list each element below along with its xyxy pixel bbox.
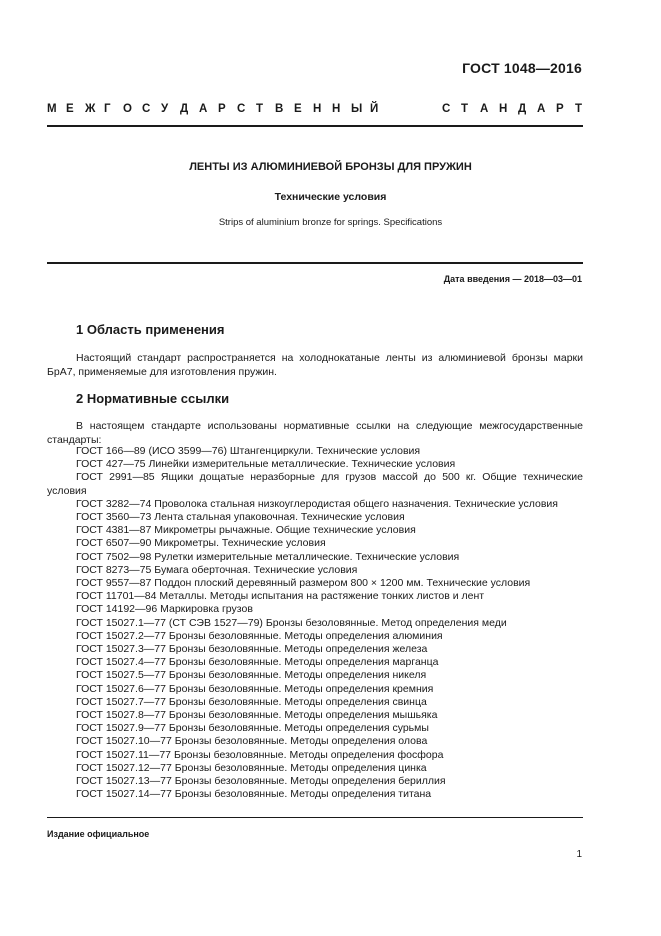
reference-title: Бронзы безоловянные. Методы определения бериллия [171,775,446,788]
reference-item [47,551,583,564]
reference-title: Линейки измерительные металлические. Технические условия [145,458,456,471]
reference-item [47,617,583,630]
reference-title: Бронзы безоловянные. Метод определения меди [262,616,507,629]
reference-title: Микрометры рычажные. Общие технические условия [151,524,416,537]
reference-title: Ящики дощатые неразборные для грузов массой до 500 кг. Общие технические условия [47,471,583,497]
reference-title: Лента стальная упаковочная. Технические условия [151,511,405,524]
reference-item [47,511,583,524]
introduction-date: Дата введения — 2018—03—01 [443,274,582,284]
reference-code: ГОСТ 11701—84 [76,590,157,603]
reference-code: ГОСТ 2991—85 [76,471,155,484]
reference-item [47,735,583,748]
section-1-heading: 1 Область применения [76,322,225,337]
reference-title: Бронзы безоловянные. Методы определения мышьяка [165,709,438,722]
title-rule [47,262,583,264]
reference-title: Проволока стальная низкоуглеродистая общего назначения. Технические условия [151,497,558,510]
reference-item [47,577,583,590]
reference-code: ГОСТ 15027.14—77 [76,788,172,801]
document-number: ГОСТ 1048—2016 [462,60,582,76]
normative-references-list [47,445,583,801]
reference-title: Бронзы безоловянные. Методы определения свинца [165,695,427,708]
section-1-text: Настоящий стандарт распространяется на холоднокатаные ленты из алюминиевой бронзы марки БрА7, применяемые для изготовления пружин. [47,352,583,378]
reference-title: Микрометры. Технические условия [151,537,326,550]
english-title: Strips of aluminium bronze for springs. Specifications [218,217,443,228]
reference-item [47,603,583,616]
reference-code: ГОСТ 15027.1—77 (СТ СЭВ 1527—79) [76,616,263,629]
section-2-heading: 2 Нормативные ссылки [76,391,230,406]
reference-item [47,669,583,682]
reference-title: Бронзы безоловянные. Методы определения кремния [165,682,434,695]
reference-title: Штангенциркули. Технические условия [226,445,421,457]
document-title: ЛЕНТЫ ИЗ АЛЮМИНИЕВОЙ БРОНЗЫ ДЛЯ ПРУЖИН [189,161,472,173]
reference-item [47,445,583,458]
reference-code: ГОСТ 15027.4—77 [76,656,166,669]
reference-title: Поддон плоский деревянный размером 800 × 1200 мм. Технические условия [151,577,531,590]
reference-item [47,564,583,577]
reference-title: Бронзы безоловянные. Методы определения олова [171,735,428,748]
reference-title: Бронзы безоловянные. Методы определения марганца [165,656,439,669]
edition-note: Издание официальное [47,829,150,839]
reference-title: Бронзы безоловянные. Методы определения никеля [165,669,427,682]
banner-word-standard: С Т А Н Д А Р Т [441,103,582,115]
reference-title: Бумага оберточная. Технические условия [151,563,358,576]
reference-title: Бронзы безоловянные. Методы определения сурьмы [165,722,429,735]
reference-title: Бронзы безоловянные. Методы определения железа [165,643,428,656]
reference-code: ГОСТ 4381—87 [76,524,152,537]
reference-item [47,458,583,471]
reference-item [47,683,583,696]
reference-item [47,498,583,511]
reference-title: Бронзы безоловянные. Методы определения цинка [171,761,427,774]
reference-code: ГОСТ 3282—74 [76,497,152,510]
reference-item [47,656,583,669]
reference-item [47,524,583,537]
reference-title: Бронзы безоловянные. Методы определения фосфора [171,748,444,761]
reference-title: Маркировка грузов [157,603,253,616]
reference-code: ГОСТ 15027.6—77 [76,682,166,695]
reference-title: Металлы. Методы испытания на растяжение тонких листов и лент [156,590,485,603]
reference-title: Рулетки измерительные металлические. Технические условия [151,550,460,563]
reference-item [47,709,583,722]
standard-type-banner [47,103,582,115]
reference-title: Бронзы безоловянные. Методы определения титана [171,788,432,801]
reference-code: ГОСТ 15027.5—77 [76,669,166,682]
reference-code: ГОСТ 3560—73 [76,511,152,524]
section-2-intro: В настоящем стандарте использованы нормативные ссылки на следующие межгосударственные стандарты: [47,420,583,446]
reference-item [47,630,583,643]
reference-item [47,749,583,762]
reference-item [47,590,583,603]
footer-rule [47,817,583,818]
reference-code: ГОСТ 15027.7—77 [76,695,166,708]
reference-code: ГОСТ 15027.8—77 [76,709,166,722]
reference-code: ГОСТ 9557—87 [76,577,152,590]
reference-code: ГОСТ 427—75 [76,458,146,471]
reference-item [47,762,583,775]
reference-item [47,696,583,709]
reference-code: ГОСТ 15027.11—77 [76,748,172,761]
reference-code: ГОСТ 8273—75 [76,563,152,576]
reference-item [47,537,583,550]
reference-code: ГОСТ 166—89 (ИСО 3599—76) [76,445,227,457]
banner-word-interstate: М Е Ж Г О С У Д А Р С Т В Е Н Н Ы Й [47,103,379,115]
top-rule [47,125,583,127]
reference-code: ГОСТ 15027.2—77 [76,629,166,642]
reference-item [47,788,583,801]
reference-code: ГОСТ 15027.3—77 [76,643,166,656]
page-number: 1 [576,849,582,860]
reference-code: ГОСТ 15027.9—77 [76,722,166,735]
reference-code: ГОСТ 15027.12—77 [76,761,172,774]
reference-code: ГОСТ 14192—96 [76,603,158,616]
reference-code: ГОСТ 6507—90 [76,537,152,550]
reference-code: ГОСТ 7502—98 [76,550,152,563]
reference-code: ГОСТ 15027.10—77 [76,735,172,748]
reference-item [47,775,583,788]
reference-item [47,643,583,656]
reference-title: Бронзы безоловянные. Методы определения алюминия [165,629,443,642]
reference-item [47,471,583,497]
reference-item [47,722,583,735]
document-subtitle: Технические условия [274,191,387,203]
reference-code: ГОСТ 15027.13—77 [76,775,172,788]
